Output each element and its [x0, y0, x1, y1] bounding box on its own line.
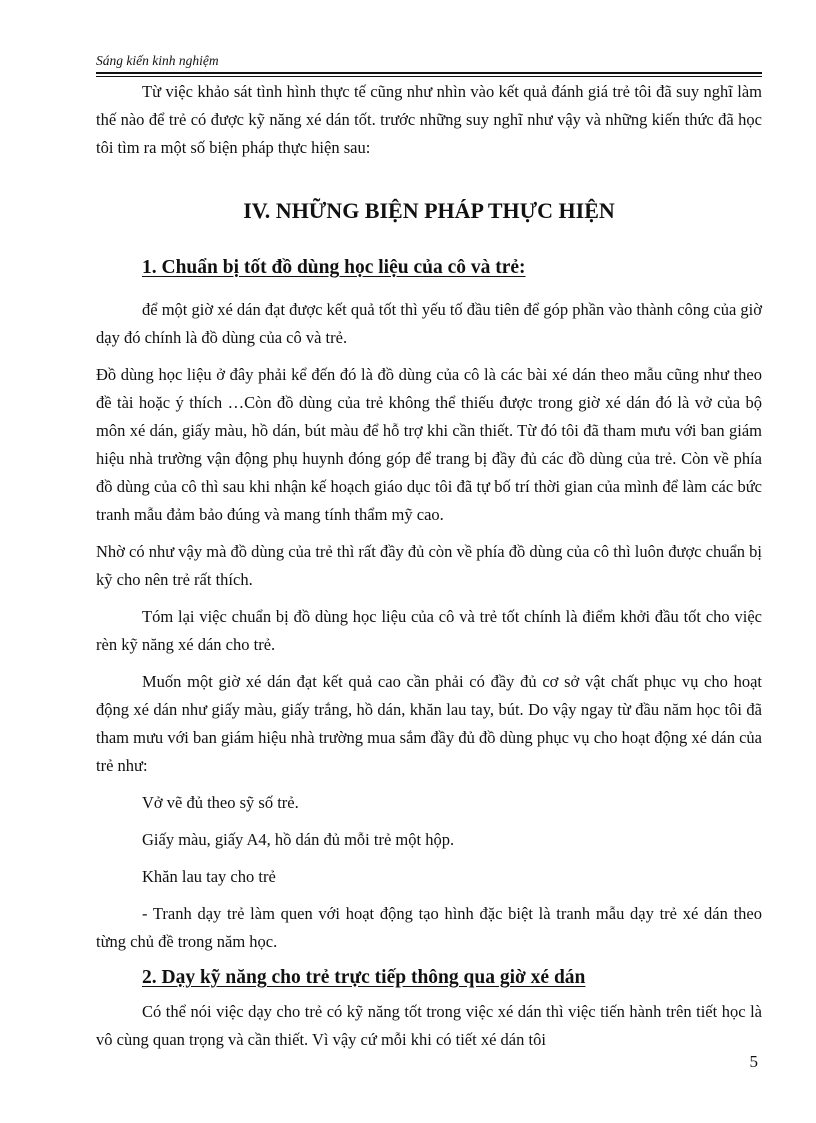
paragraph: Nhờ có như vậy mà đồ dùng của trẻ thì rất đầy đủ còn về phía đồ dùng của cô thì luôn được chuẩn bị kỹ cho nên trẻ rất thích. — [96, 542, 762, 589]
paragraph: Muốn một giờ xé dán đạt kết quả cao cần phải có đầy đủ cơ sở vật chất phục vụ cho hoạt động xé dán như giấy màu, giấy trắng, hồ dán, khăn lau tay, bút. Do vậy ngay từ đầu năm học tôi đã tham mưu với ban giám hiệu nhà trường mua sắm đầy đủ đồ dùng phục vụ cho hoạt động xé dán của trẻ như: — [96, 672, 762, 775]
paragraph: Đồ dùng học liệu ở đây phải kể đến đó là đồ dùng của cô là các bài xé dán theo mẫu cũng như theo đề tài hoặc ý thích …Còn đồ dùng của trẻ không thể thiếu được trong giờ xé dán đó là vở của bộ môn xé dán, giấy màu, hồ dán, bút màu để hỗ trợ khi cần thiết. Từ đó tôi đã tham mưu với ban giám hiệu nhà trường vận động phụ huynh đóng góp để trang bị đầy đủ các đồ dùng của trẻ. Còn về phía đồ dùng của cô thì sau khi nhận kế hoạch giáo dục tôi đã tự bố trí thời gian của mình để làm các bức tranh mẫu đảm bảo đúng và mang tính thẩm mỹ cao. — [96, 365, 762, 524]
list-item: Khăn lau tay cho trẻ — [142, 867, 276, 886]
subsection-1-heading: 1. Chuẩn bị tốt đồ dùng học liệu của cô và trẻ: — [142, 257, 526, 278]
page-number: 5 — [749, 1052, 758, 1071]
list-item: Vở vẽ đủ theo sỹ số trẻ. — [142, 793, 299, 812]
paragraph: Có thể nói việc dạy cho trẻ có kỹ năng tốt trong việc xé dán thì việc tiến hành trên tiết học là vô cùng quan trọng và cần thiết. Vì vậy cứ mỗi khi có tiết xé dán tôi — [96, 1002, 762, 1049]
subsection-2-heading: 2. Dạy kỹ năng cho trẻ trực tiếp thông qua giờ xé dán — [142, 967, 586, 988]
section-title: IV. NHỮNG BIỆN PHÁP THỰC HIỆN — [243, 198, 615, 223]
page-header — [96, 52, 762, 77]
page-body — [96, 78, 762, 1054]
intro-paragraph: Từ việc khảo sát tình hình thực tế cũng như nhìn vào kết quả đánh giá trẻ tôi đã suy nghĩ làm thế nào để trẻ có được kỹ năng xé dán tốt. trước những suy nghĩ như vậy và những kiến thức đã học tôi tìm ra một số biện pháp thực hiện sau: — [96, 82, 762, 157]
header-title: Sáng kiến kinh nghiệm — [96, 53, 219, 68]
header-rule-thin — [96, 76, 762, 77]
paragraph: - Tranh dạy trẻ làm quen với hoạt động tạo hình đặc biệt là tranh mẫu dạy trẻ xé dán theo từng chủ đề trong năm học. — [96, 904, 762, 951]
paragraph: để một giờ xé dán đạt được kết quả tốt thì yếu tố đầu tiên để góp phần vào thành công của giờ dạy đó chính là đồ dùng của cô và trẻ. — [96, 300, 762, 347]
header-rule — [96, 72, 762, 74]
paragraph: Tóm lại việc chuẩn bị đồ dùng học liệu của cô và trẻ tốt chính là điểm khởi đầu tốt cho việc rèn kỹ năng xé dán cho trẻ. — [96, 607, 762, 654]
list-item: Giấy màu, giấy A4, hồ dán đủ mỗi trẻ một hộp. — [142, 830, 455, 849]
